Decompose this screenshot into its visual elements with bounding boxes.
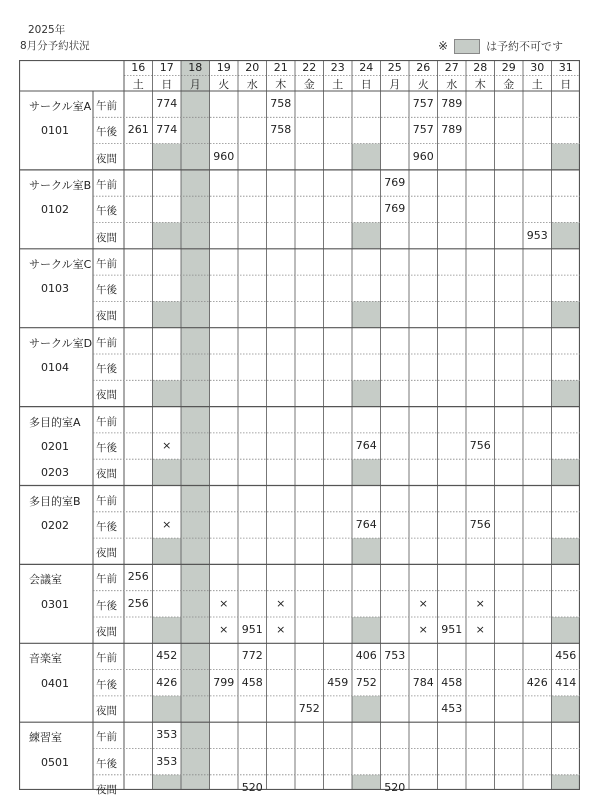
reservation-value: 353: [156, 728, 178, 742]
day-number: 23: [330, 61, 345, 74]
day-of-week: 木: [275, 77, 287, 91]
blocked-cell: [153, 459, 182, 485]
slot-label: 夜間: [96, 547, 117, 560]
slot-label: 午前: [96, 573, 117, 586]
reservation-value: 960: [213, 149, 235, 163]
day-number: 19: [216, 61, 231, 74]
room-code: 0103: [41, 282, 69, 296]
day-of-week: 日: [161, 77, 173, 91]
reservation-value: 774: [156, 97, 178, 110]
room-name: サークル室C: [29, 257, 92, 271]
slot-label: 午後: [96, 678, 117, 691]
slot-label: 夜間: [96, 389, 117, 402]
reservation-value: 774: [156, 123, 178, 137]
reservation-value: ×: [276, 596, 286, 610]
reservation-value: 769: [384, 175, 406, 189]
blocked-cell: [181, 328, 210, 407]
reservation-value: 799: [213, 675, 235, 689]
reservation-value: 951: [441, 623, 463, 636]
slot-label: 午後: [96, 757, 117, 770]
reservation-value: 752: [355, 675, 377, 689]
blocked-cell: [153, 301, 182, 327]
report-year: 2025年: [28, 24, 66, 36]
room-name: サークル室D: [29, 336, 93, 350]
room-name: 多目的室A: [29, 415, 81, 429]
day-of-week: 月: [189, 77, 201, 91]
reservation-value: 458: [441, 675, 463, 689]
reservation-value: 951: [241, 623, 263, 636]
reservation-value: 406: [355, 649, 377, 663]
slot-label: 夜間: [96, 468, 117, 481]
blocked-cell: [352, 617, 381, 643]
day-of-week: 木: [474, 77, 486, 91]
reservation-value: ×: [219, 623, 229, 636]
day-number: 20: [245, 61, 260, 74]
reservation-value: 960: [412, 149, 434, 163]
reservation-value: 256: [127, 596, 149, 610]
blocked-cell: [153, 144, 182, 170]
day-of-week: 火: [218, 77, 230, 91]
slot-label: 午前: [96, 652, 117, 665]
slot-label: 午前: [96, 257, 117, 270]
reservation-value: 789: [441, 97, 463, 110]
reservation-value: 752: [298, 701, 320, 715]
reservation-value: 458: [241, 675, 263, 689]
room-code: 0104: [41, 361, 69, 374]
reservation-value: 426: [526, 675, 548, 689]
day-of-week: 火: [417, 77, 429, 91]
reservation-value: 758: [270, 97, 292, 110]
reservation-value: 261: [127, 123, 149, 137]
slot-label: 夜間: [96, 783, 117, 796]
reservation-value: ×: [475, 596, 485, 610]
slot-label: 午前: [96, 178, 117, 191]
blocked-cell: [181, 170, 210, 249]
reservation-value: 772: [241, 649, 263, 663]
reservation-value: ×: [418, 623, 428, 636]
day-of-week: 水: [246, 77, 258, 91]
room-code: 0401: [41, 676, 69, 690]
blocked-cell: [352, 223, 381, 249]
blocked-cell: [153, 538, 182, 564]
slot-label: 午前: [96, 100, 117, 112]
blocked-cell: [153, 380, 182, 406]
reservation-value: ×: [418, 596, 428, 610]
slot-label: 午後: [96, 205, 117, 218]
reservation-value: 764: [355, 517, 377, 531]
blocked-cell: [153, 775, 182, 790]
day-of-week: 土: [332, 77, 344, 91]
day-number: 16: [131, 61, 146, 74]
room-code: 0501: [41, 755, 69, 769]
reservation-value: 953: [526, 228, 548, 242]
blocked-cell: [552, 775, 581, 790]
room-code: 0203: [41, 466, 69, 480]
reservation-grid: [19, 60, 580, 796]
reservation-value: 757: [412, 123, 434, 137]
day-of-week: 水: [446, 77, 458, 91]
blocked-cell: [352, 696, 381, 722]
room-name: 会議室: [29, 573, 62, 587]
slot-label: 夜間: [96, 152, 117, 165]
blocked-cell: [352, 144, 381, 170]
reservation-value: ×: [475, 623, 485, 636]
blocked-cell: [552, 538, 581, 564]
slot-label: 午後: [96, 284, 117, 297]
day-number: 29: [501, 61, 516, 74]
blocked-cell: [552, 459, 581, 485]
blocked-cell: [552, 223, 581, 249]
day-number: 28: [473, 61, 488, 74]
reservation-value: 414: [555, 675, 577, 689]
blocked-cell: [153, 617, 182, 643]
reservation-value: 784: [412, 675, 434, 689]
day-number: 18: [188, 61, 203, 74]
day-of-week: 金: [503, 77, 515, 91]
legend-mark: ※: [438, 39, 449, 53]
slot-label: 午前: [96, 336, 117, 349]
reservation-value: 758: [270, 123, 292, 137]
day-of-week: 日: [360, 77, 372, 91]
blocked-cell: [352, 538, 381, 564]
day-number: 26: [416, 61, 431, 74]
room-name: サークル室A: [29, 100, 92, 113]
blocked-cell: [352, 459, 381, 485]
slot-label: 午前: [96, 415, 117, 428]
day-number: 25: [387, 61, 402, 74]
blocked-cell: [181, 91, 210, 170]
day-number: 27: [444, 61, 459, 74]
room-name: 音楽室: [29, 652, 62, 666]
reservation-value: ×: [276, 623, 286, 636]
slot-label: 夜間: [96, 231, 117, 244]
blocked-cell: [153, 696, 182, 722]
legend: [438, 38, 563, 54]
blocked-cell: [181, 407, 210, 486]
room-name: 練習室: [29, 731, 62, 745]
blocked-cell: [552, 617, 581, 643]
slot-label: 午前: [96, 494, 117, 507]
day-number: 17: [159, 61, 174, 74]
blocked-cell: [552, 696, 581, 722]
day-of-week: 土: [132, 77, 144, 91]
blocked-cell: [552, 380, 581, 406]
reservation-value: ×: [219, 596, 229, 610]
reservation-value: 256: [127, 570, 149, 584]
blocked-cell: [153, 223, 182, 249]
room-name: サークル室B: [29, 178, 92, 192]
reservation-value: 520: [241, 780, 263, 794]
room-code: 0202: [41, 518, 69, 532]
slot-label: 午後: [96, 599, 117, 612]
blocked-cell: [181, 564, 210, 643]
reservation-value: 764: [355, 438, 377, 452]
reservation-value: 753: [384, 649, 406, 663]
reservation-value: 459: [327, 675, 349, 689]
slot-label: 夜間: [96, 310, 117, 323]
slot-label: 午後: [96, 126, 117, 139]
blocked-cell: [181, 722, 210, 790]
reservation-value: ×: [162, 517, 172, 531]
day-of-week: 土: [531, 77, 543, 91]
room-code: 0101: [41, 124, 69, 138]
reservation-value: 756: [469, 438, 491, 452]
reservation-value: 453: [441, 701, 463, 715]
blocked-cell: [181, 643, 210, 722]
blocked-cell: [352, 380, 381, 406]
blocked-cell: [181, 249, 210, 328]
reservation-value: 757: [412, 97, 434, 110]
reservation-value: ×: [162, 438, 172, 452]
reservation-value: 426: [156, 675, 178, 689]
reservation-value: 456: [555, 649, 577, 663]
slot-label: 午前: [96, 731, 117, 744]
room-code: 0201: [41, 439, 69, 453]
blocked-cell: [352, 775, 381, 790]
report-title: 8月分予約状況: [20, 40, 90, 52]
reservation-value: 353: [156, 754, 178, 768]
blocked-cell: [552, 301, 581, 327]
blocked-cell: [181, 486, 210, 565]
day-number: 30: [530, 61, 545, 74]
blocked-cell: [352, 301, 381, 327]
slot-label: 夜間: [96, 626, 117, 638]
day-of-week: 月: [389, 77, 401, 91]
blocked-swatch: [454, 39, 480, 54]
day-number: 31: [558, 61, 573, 74]
reservation-value: 769: [384, 202, 406, 216]
slot-label: 午後: [96, 520, 117, 533]
day-of-week: 日: [560, 77, 572, 91]
slot-label: 午後: [96, 363, 117, 375]
reservation-value: 452: [156, 649, 178, 663]
slot-label: 午後: [96, 441, 117, 454]
reservation-value: 520: [384, 780, 406, 794]
reservation-value: 789: [441, 123, 463, 137]
slot-label: 夜間: [96, 704, 117, 717]
day-number: 22: [302, 61, 317, 74]
room-code: 0301: [41, 597, 69, 611]
day-number: 24: [359, 61, 374, 74]
reservation-value: 756: [469, 517, 491, 531]
day-of-week: 金: [303, 77, 315, 91]
room-code: 0102: [41, 203, 69, 217]
day-number: 21: [273, 61, 288, 74]
room-name: 多目的室B: [29, 494, 81, 508]
legend-text: は予約不可です: [486, 40, 564, 53]
blocked-cell: [552, 144, 581, 170]
